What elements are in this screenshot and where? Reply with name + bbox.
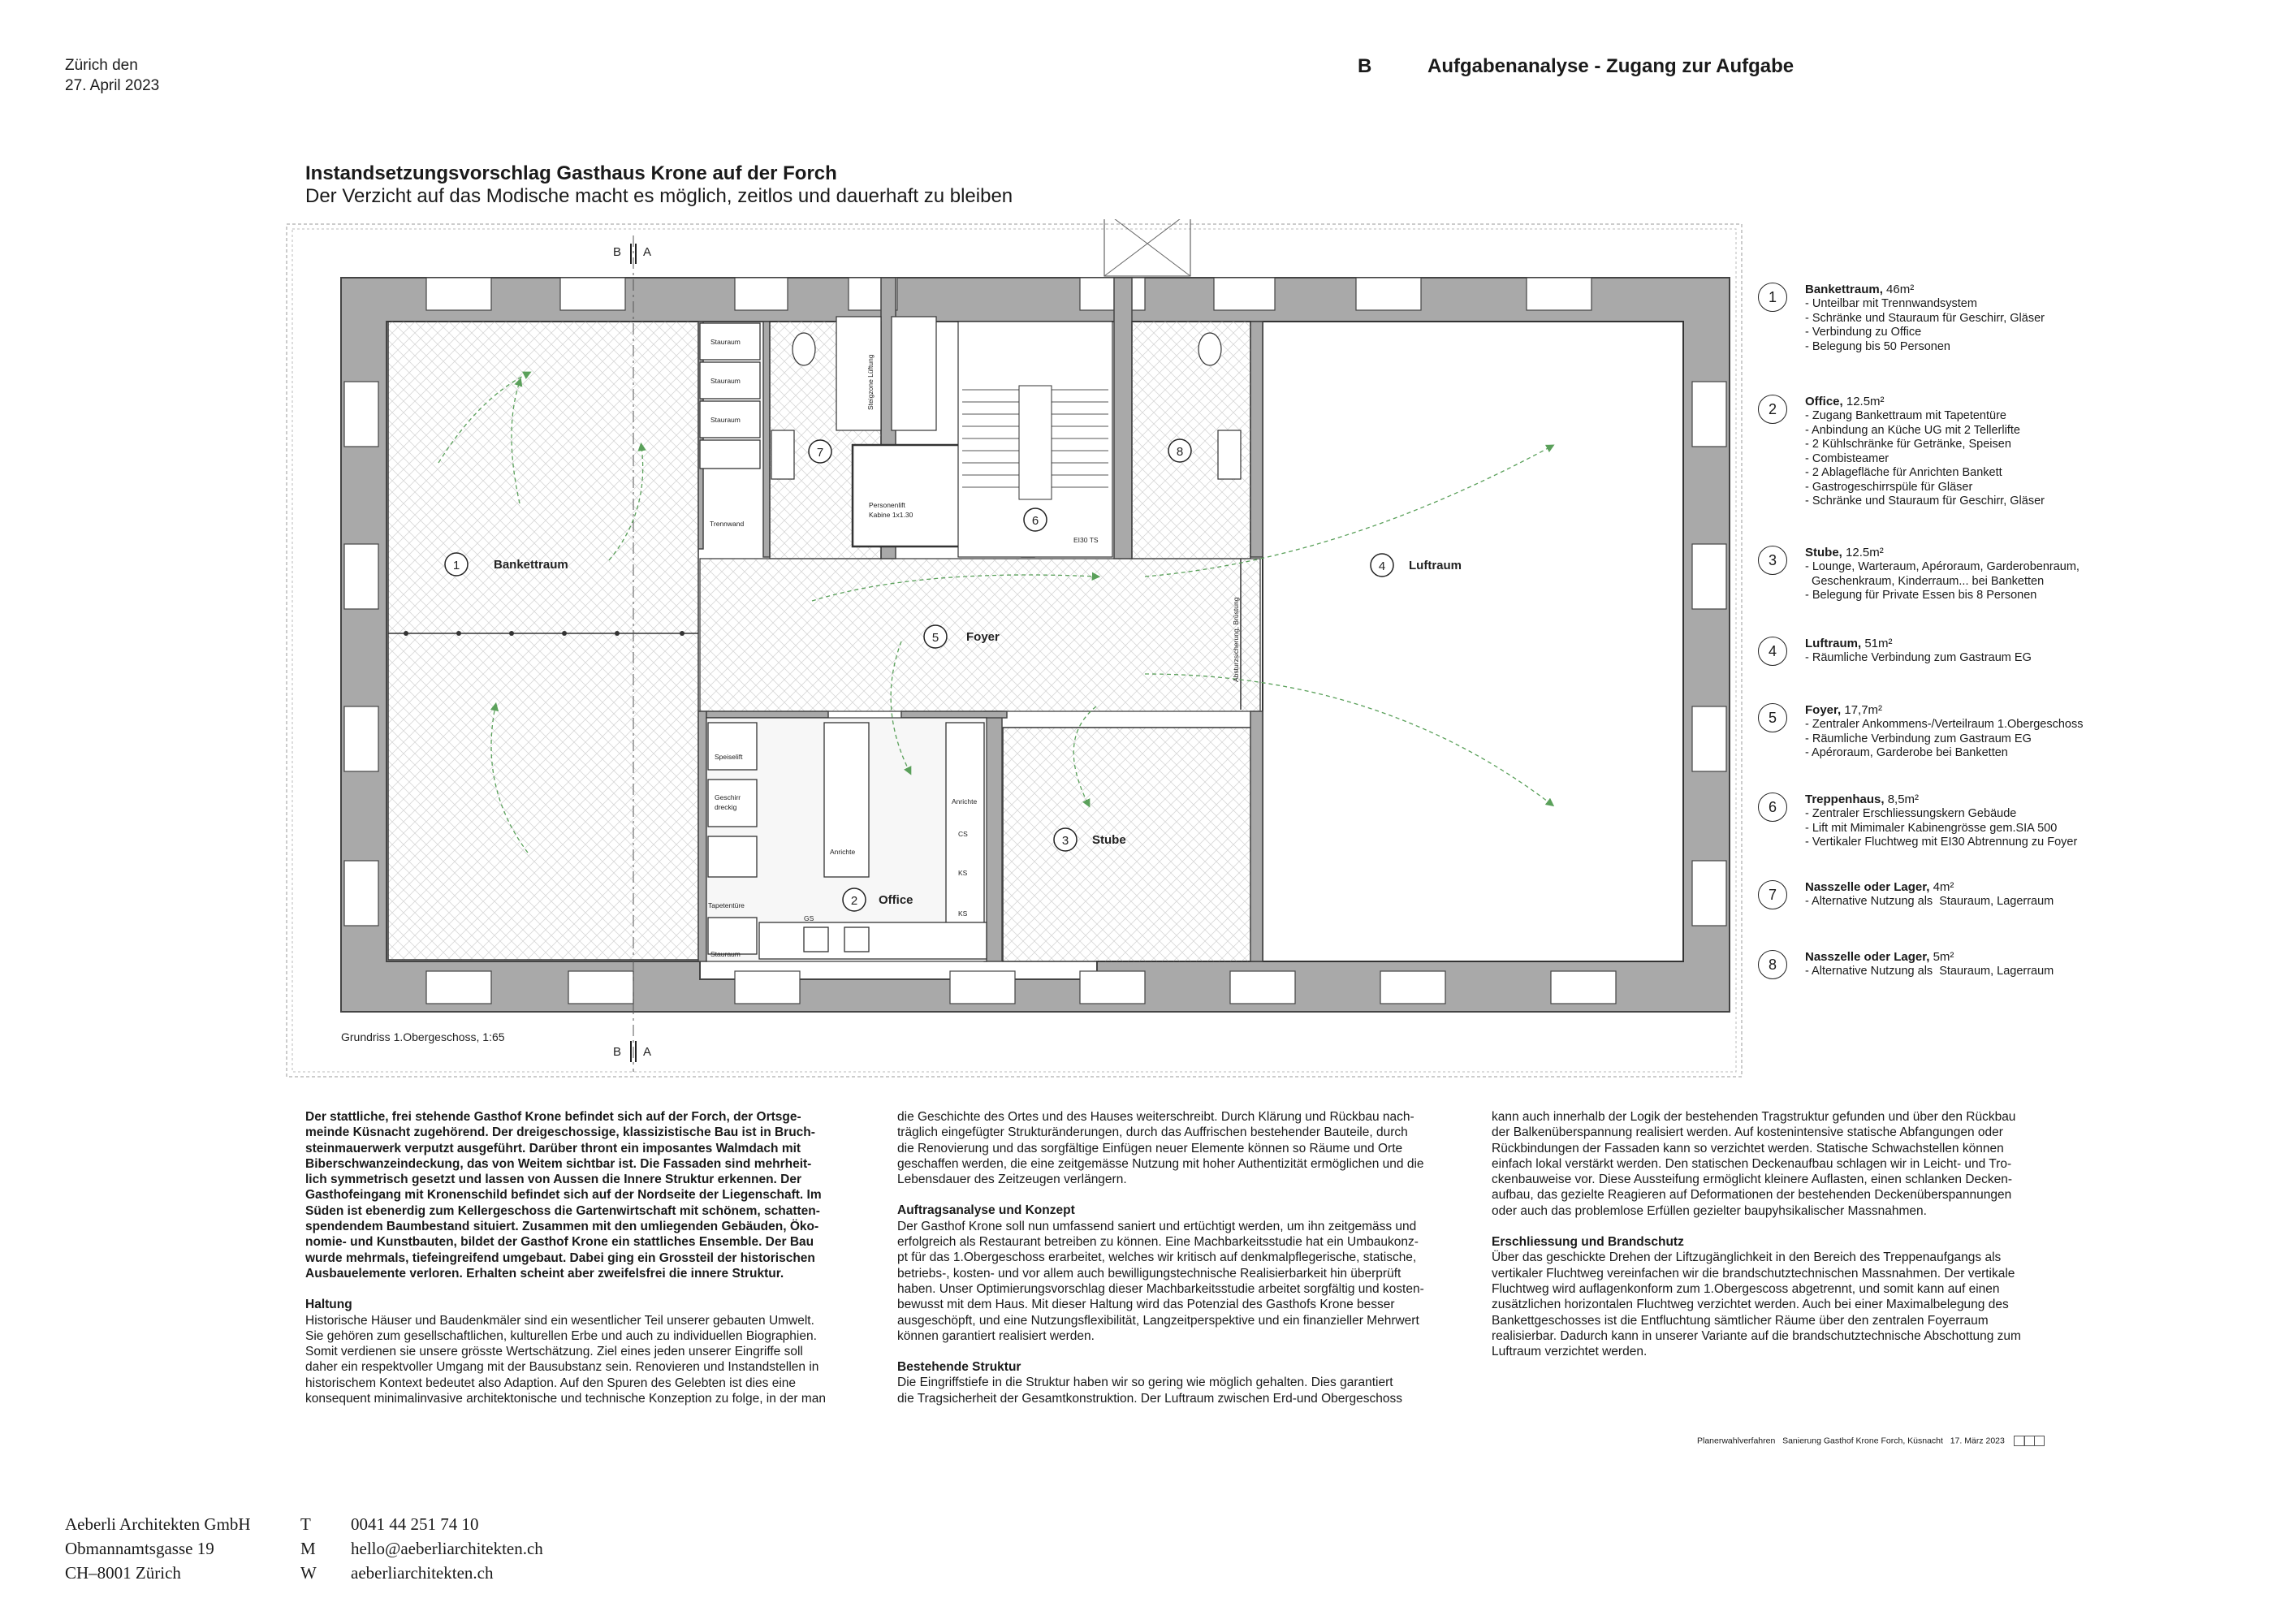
legend-line: - Alternative Nutzung als Stauraum, Lagerraum <box>1805 965 2054 978</box>
legend-heading <box>1805 637 1893 651</box>
label-stauraum-2: Stauraum <box>710 377 741 385</box>
header-date-block <box>65 55 159 96</box>
footer-project: Sanierung Gasthof Krone Forch, Küsnacht <box>1782 1436 1943 1446</box>
paragraph-auftragsanalyse: Der Gasthof Krone soll nun umfassend saniert und ertüchtigt werden, um ihn zeitgemäss und erfolgreich als Restaurant betreiben zu können. Eine Machbarkeitsstudie hat ein Umbaukonz- pt für das 1.Obergeschoss erarbeitet, welches wir kritisch auf denkmalpflegerische, statische, betriebs-, kosten- und vor allem auch bewilligungstechnische Realisierbarkeit hin überprüft haben. Unser Optimierungsvorschlag dieser Machbarkeitsstudie arbeitet sorgfältig und kosten- bewusst mit dem Haus. Mit dieser Haltung wird das Potenzial des Gasthofs Krone besser ausgeschöpft, und eine Nutzungsflexibilität, Langzeitperspektive und ein finanzieller Mehrwert können garantiert realisiert werden. <box>897 1219 1424 1343</box>
text-column-1 <box>305 1109 857 1422</box>
legend-line: - Belegung bis 50 Personen <box>1805 339 1950 353</box>
legend-line: - Alternative Nutzung als Stauraum, Lagerraum <box>1805 895 2054 908</box>
legend-line: - 2 Ablagefläche für Anrichten Bankett <box>1805 466 2002 479</box>
label-geschirr-2: dreckig <box>715 803 737 811</box>
firm-name: Aeberli Architekten GmbH <box>65 1514 251 1534</box>
page-marks <box>2014 1436 2045 1446</box>
web-address[interactable]: aeberliarchitekten.ch <box>351 1563 494 1583</box>
paragraph-erschliessung: Über das geschickte Drehen der Liftzugänglichkeit in den Bereich des Treppenaufgangs als vertikaler Fluchtweg vereinfachen wir die brandschutztechnischen Massnahmen. Der vertikale Fluchtweg wird auflagenkonform zum 1.Obergescoss abgetrennt, und somit kann auf einen zusätzlichen horizontalen Fluchtweg verzichtet werden. Auch bei einer Maximalbelegung des Bankettgeschosses ist die Entfluchtung sämtlicher Räume über den zentralen Foyerraum realisierbar. Dadurch kann in unserer Variante auf die brandschutztechnische Abschottung zum Luftraum verzichtet werden. <box>1492 1250 2021 1359</box>
heading-auftragsanalyse: Auftragsanalyse und Konzept <box>897 1203 1075 1218</box>
label-absturz: Absturzsicherung, Brüstung <box>1232 597 1240 682</box>
footer-procedure: Planerwahlverfahren <box>1697 1436 1776 1446</box>
label-geschirr-1: Geschirr <box>715 793 741 801</box>
legend-lines <box>1805 409 2045 509</box>
legend-line: - Apéroraum, Garderobe bei Banketten <box>1805 746 2008 759</box>
paragraph-geschichte: die Geschichte des Ortes und des Hauses weiterschreibt. Durch Klärung und Rückbau nach- träglich eingefügter Strukturänderungen, durch das Auffrischen bestehender Bauteile, durch die Renovierung und das sorgfältige Einfügen neuer Elemente können so Räume und Orte geschaffen werden, die eine zeitgemässe Nutzung mit hoher Authentizität ermöglichen und die Lebensdauer des Zeitzeugen verlängern. <box>897 1110 1424 1187</box>
header-date: 27. April 2023 <box>65 77 160 94</box>
legend-line: - Combisteamer <box>1805 451 1890 465</box>
text-column-2 <box>897 1109 1482 1422</box>
legend-lines <box>1805 895 2054 909</box>
legend-heading <box>1805 283 1914 297</box>
legend-heading <box>1805 950 1954 965</box>
legend-title: Treppenhaus, <box>1805 793 1885 806</box>
room-2-num: 2 <box>850 894 858 908</box>
legend-number-circle: 5 <box>1758 703 1787 732</box>
room-7-num: 7 <box>816 446 824 460</box>
room-2-name: Office <box>879 893 913 907</box>
legend-heading <box>1805 880 1954 895</box>
label-gs: GS <box>804 914 814 922</box>
mail-label: M <box>300 1539 316 1558</box>
legend-lines <box>1805 651 2032 666</box>
legend-heading <box>1805 546 1884 560</box>
legend-area: 51m² <box>1864 637 1893 650</box>
legend-heading <box>1805 703 1882 718</box>
heading-struktur: Bestehende Struktur <box>897 1360 1021 1375</box>
text-column-3 <box>1492 1109 2076 1375</box>
legend-title: Nasszelle oder Lager, <box>1805 880 1930 894</box>
label-anrichte-1: Anrichte <box>830 848 856 856</box>
section-bottom-a: A <box>643 1045 652 1059</box>
paragraph-tragstruktur: kann auch innerhalb der Logik der bestehenden Tragstruktur gefunden und über den Rückbau der Balkenüberspannung realisiert werden. Auf kostenintensive statische Abfangungen oder Rückbindungen der Fassaden kann so verzichtet werden. Statische Schwachstellen können einfach lokal verstärkt werden. Den statischen Deckenaufbau schlagen wir in Leicht- und Tro- ckenbauweise vor. Diese Aussteifung ermöglicht kleinere Auflasten, einen schlanken Decken- aufbau, das gezielte Reagieren auf Deformationen der bestehenden Deckenüberspannungen oder auch das problemlose Erfüllen gezielter baupyhsikalischer Massnahmen. <box>1492 1110 2016 1218</box>
balcony <box>1104 219 1190 276</box>
legend-number-circle: 1 <box>1758 283 1787 312</box>
legend-area: 12.5m² <box>1846 546 1884 559</box>
label-lift-2: Kabine 1x1.30 <box>869 511 913 519</box>
section-bottom-b: B <box>613 1045 622 1059</box>
legend-line: - Belegung für Private Essen bis 8 Personen <box>1805 589 2037 602</box>
legend-title: Bankettraum, <box>1805 283 1883 296</box>
legend-line: - Verbindung zu Office <box>1805 326 1922 339</box>
legend-line: - Unteilbar mit Trennwandsystem <box>1805 297 1977 310</box>
room-1-name: Bankettraum <box>494 558 568 572</box>
legend-area: 17,7m² <box>1844 703 1883 717</box>
legend-area: 8,5m² <box>1887 793 1920 806</box>
legend-lines <box>1805 807 2077 850</box>
label-stauraum-3: Stauraum <box>710 416 741 424</box>
document-subtitle: Der Verzicht auf das Modische macht es möglich, zeitlos und dauerhaft zu bleiben <box>305 185 1013 207</box>
legend-line: - Zentraler Ankommens-/Verteilraum 1.Obergeschoss <box>1805 718 2084 731</box>
label-ei30: EI30 TS <box>1073 536 1099 544</box>
legend-number-circle: 8 <box>1758 950 1787 979</box>
intro-paragraph: Der stattliche, frei stehende Gasthof Krone befindet sich auf der Forch, der Ortsge- meinde Küsnacht zugehörend. Der dreigeschossige, klassizistische Bau ist in Bruch- steinmauerwerk verputzt ausgeführt. Darüber thront ein imposantes Walmdach mit Biberschwanzeindeckung, das von Weitem sichtbar ist. Die Fassaden sind mehrheit- lich symmetrisch gesetzt und lassen von Aussen die Innere Struktur erkennen. Der Gasthofeingang mit Kronenschild befindet sich auf der Nordseite der Liegenschaft. Im Süden ist ebenerdig zum Kellergeschoss die Gartenwirtschaft mit schönem, schatten- spendendem Baumbestand situiert. Zusammen mit den umliegenden Gebäuden, Öko- nomie- und Kunstbauten, bildet der Gasthof Krone ein stattliches Ensemble. Der Bau wurde mehrmals, tiefeingreifend umgebaut. Dabei ging ein Grossteil der historischen Ausbauelemente verloren. Erhalten scheint aber zweifelsfrei die innere Struktur. <box>305 1110 822 1281</box>
legend-line: - Gastrogeschirrspüle für Gläser <box>1805 480 1973 494</box>
room-8-num: 8 <box>1176 445 1184 459</box>
personenlift <box>853 445 968 546</box>
plan-caption: Grundriss 1.Obergeschoss, 1:65 <box>341 1030 505 1043</box>
floor-plan <box>284 219 1746 1080</box>
label-ks-2: KS <box>958 909 968 918</box>
firm-city: CH–8001 Zürich <box>65 1563 181 1583</box>
legend-line: - Schränke und Stauraum für Geschirr, Gläser <box>1805 495 2045 508</box>
luftraum <box>1263 322 1683 961</box>
room-4-name: Luftraum <box>1409 559 1462 572</box>
project-footer-note <box>1697 1436 2045 1446</box>
bankettraum-floor <box>388 322 698 960</box>
legend-line: - Vertikaler Fluchtweg mit EI30 Abtrennung zu Foyer <box>1805 836 2078 849</box>
label-steigzone: Steigzone Lüftung <box>866 354 875 410</box>
room-3-num: 3 <box>1061 834 1069 848</box>
legend-heading <box>1805 395 1885 409</box>
heading-erschliessung: Erschliessung und Brandschutz <box>1492 1235 1684 1250</box>
label-tapetentuere: Tapetentüre <box>708 901 745 909</box>
legend-lines <box>1805 560 2080 603</box>
room-3-name: Stube <box>1092 833 1126 847</box>
label-lift-1: Personenlift <box>869 501 905 509</box>
legend-line: - Zugang Bankettraum mit Tapetentüre <box>1805 409 2006 422</box>
legend-title: Stube, <box>1805 546 1842 559</box>
legend-line: - Räumliche Verbindung zum Gastraum EG <box>1805 651 2032 664</box>
room-5-num: 5 <box>931 631 939 645</box>
section-top-a: A <box>643 245 652 259</box>
label-trennwand: Trennwand <box>710 520 745 528</box>
legend-heading <box>1805 793 1919 807</box>
legend-title: Office, <box>1805 395 1843 408</box>
legend-number-circle: 4 <box>1758 637 1787 666</box>
section-letter: B <box>1358 55 1372 77</box>
footer-date: 17. März 2023 <box>1950 1436 2005 1446</box>
label-stauraum-4: Stauraum <box>710 950 741 958</box>
legend-lines <box>1805 965 2054 979</box>
legend-line: Geschenkraum, Kinderraum... bei Banketten <box>1805 574 2045 588</box>
legend-number-circle: 7 <box>1758 880 1787 909</box>
section-top-b: B <box>613 245 622 259</box>
web-label: W <box>300 1563 317 1583</box>
label-speiselift: Speiselift <box>715 753 743 761</box>
room-6-num: 6 <box>1031 514 1039 528</box>
label-cs: CS <box>958 830 968 838</box>
room-5-name: Foyer <box>966 630 1000 644</box>
legend-title: Foyer, <box>1805 703 1842 717</box>
legend-line: - Lounge, Warteraum, Apéroraum, Garderobenraum, <box>1805 560 2080 573</box>
heading-haltung: Haltung <box>305 1298 352 1312</box>
legend-line: - 2 Kühlschränke für Getränke, Speisen <box>1805 438 2011 451</box>
firm-street: Obmannamtsgasse 19 <box>65 1539 214 1558</box>
room-4-num: 4 <box>1378 559 1386 573</box>
legend-line: - Lift mit Mimimaler Kabinengrösse gem.SIA 500 <box>1805 821 2058 835</box>
label-ks-1: KS <box>958 869 968 877</box>
legend-area: 46m² <box>1886 283 1915 296</box>
legend-area: 4m² <box>1933 880 1954 894</box>
legend-title: Nasszelle oder Lager, <box>1805 950 1930 964</box>
legend-line: - Anbindung an Küche UG mit 2 Tellerlifte <box>1805 423 2020 437</box>
legend-lines <box>1805 297 2045 354</box>
legend-line: - Schränke und Stauraum für Geschirr, Gläser <box>1805 311 2045 325</box>
label-anrichte-2: Anrichte <box>952 797 978 806</box>
legend-area: 5m² <box>1933 950 1954 964</box>
legend-line: - Zentraler Erschliessungskern Gebäude <box>1805 807 2017 820</box>
paragraph-haltung: Historische Häuser und Baudenkmäler sind ein wesentlicher Teil unserer gebauten Umwelt. Sie gehören zum gesellschaftlichen, kulturellen Erbe und auch zu individuellen Biographien. Somit verdienen sie unsere grösste Wertschätzung. Ziel eines jeden unserer Eingriffe soll daher ein respektvoller Umgang mit der Bausubstanz sein. Renovieren und Instandstellen in historischem Kontext bedeutet also Adaption. Auf den Spuren des Gelebten ist dies eine konsequent minimalinvasive architektonische und technische Konzeption zu folge, in der man <box>305 1313 827 1406</box>
legend-title: Luftraum, <box>1805 637 1862 650</box>
legend-lines <box>1805 718 2084 761</box>
label-stauraum-1: Stauraum <box>710 338 741 346</box>
document-title: Instandsetzungsvorschlag Gasthaus Krone auf der Forch <box>305 162 837 184</box>
legend-number-circle: 6 <box>1758 793 1787 822</box>
section-title: Aufgabenanalyse - Zugang zur Aufgabe <box>1427 55 1794 77</box>
legend-line: - Räumliche Verbindung zum Gastraum EG <box>1805 732 2032 745</box>
mail-address[interactable]: hello@aeberliarchitekten.ch <box>351 1539 543 1558</box>
room-1-num: 1 <box>452 559 460 572</box>
header-place: Zürich den <box>65 57 138 74</box>
legend-area: 12.5m² <box>1846 395 1885 408</box>
tel-label: T <box>300 1514 311 1534</box>
stube-floor <box>1003 728 1255 961</box>
tel-number: 0041 44 251 74 10 <box>351 1514 479 1534</box>
legend-number-circle: 3 <box>1758 546 1787 575</box>
paragraph-struktur: Die Eingriffstiefe in die Struktur haben wir so gering wie möglich gehalten. Dies garantiert die Tragsicherheit der Gesamtkonstruktion. Der Luftraum zwischen Erd-und Obergeschoss <box>897 1376 1403 1406</box>
legend-number-circle: 2 <box>1758 395 1787 424</box>
